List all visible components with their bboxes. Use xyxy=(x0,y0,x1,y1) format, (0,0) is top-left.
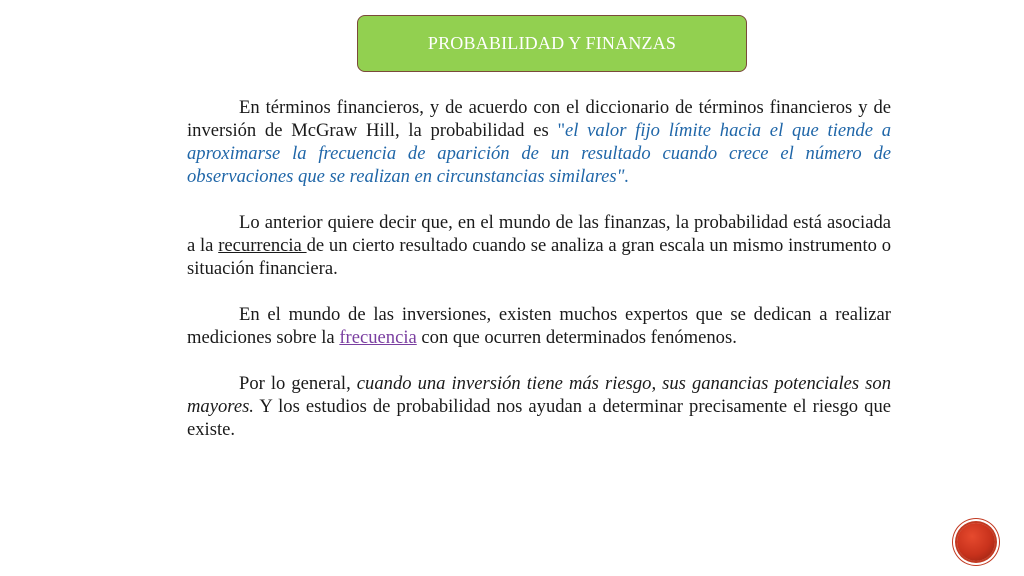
frecuencia-link[interactable]: frecuencia xyxy=(339,327,417,348)
definition-intro: En términos financieros, y de acuerdo con el diccionario de términos financieros y de inversión de McGraw Hill, la probabilidad es xyxy=(187,97,891,141)
risk-before: Por lo general, xyxy=(239,373,357,394)
paragraph-recurrence xyxy=(187,211,891,280)
definition-open-quote: " xyxy=(557,120,566,141)
definition-close-quote: ". xyxy=(616,166,630,187)
paragraph-definition xyxy=(187,96,891,188)
investments-before: En el mundo de las inversiones, existen muchos expertos que se dedican a realizar mediciones sobre la xyxy=(187,304,891,348)
paragraph-investments xyxy=(187,303,891,349)
slide-title-box xyxy=(357,15,747,72)
definition-quote: el valor fijo límite hacia el que tiende a aproximarse la frecuencia de aparición de un resultado cuando crece el número de observaciones que se realizan en circunstancias similares xyxy=(187,120,892,187)
risk-after: Y los estudios de probabilidad nos ayudan a determinar precisamente el riesgo que existe. xyxy=(187,396,891,440)
page-number-badge xyxy=(957,523,995,561)
investments-after: con que ocurren determinados fenómenos. xyxy=(416,327,737,348)
recurrence-underlined: recurrencia xyxy=(218,235,307,256)
slide-body xyxy=(187,96,891,441)
recurrence-before: Lo anterior quiere decir que, en el mundo de las finanzas, la probabilidad está asociada a la xyxy=(187,212,891,256)
paragraph-risk xyxy=(187,372,891,441)
risk-italic: cuando una inversión tiene más riesgo, sus ganancias potenciales son mayores. xyxy=(187,373,891,417)
recurrence-after: de un cierto resultado cuando se analiza a gran escala un mismo instrumento o situación financiera. xyxy=(187,235,892,279)
slide-title: PROBABILIDAD Y FINANZAS xyxy=(427,33,677,53)
